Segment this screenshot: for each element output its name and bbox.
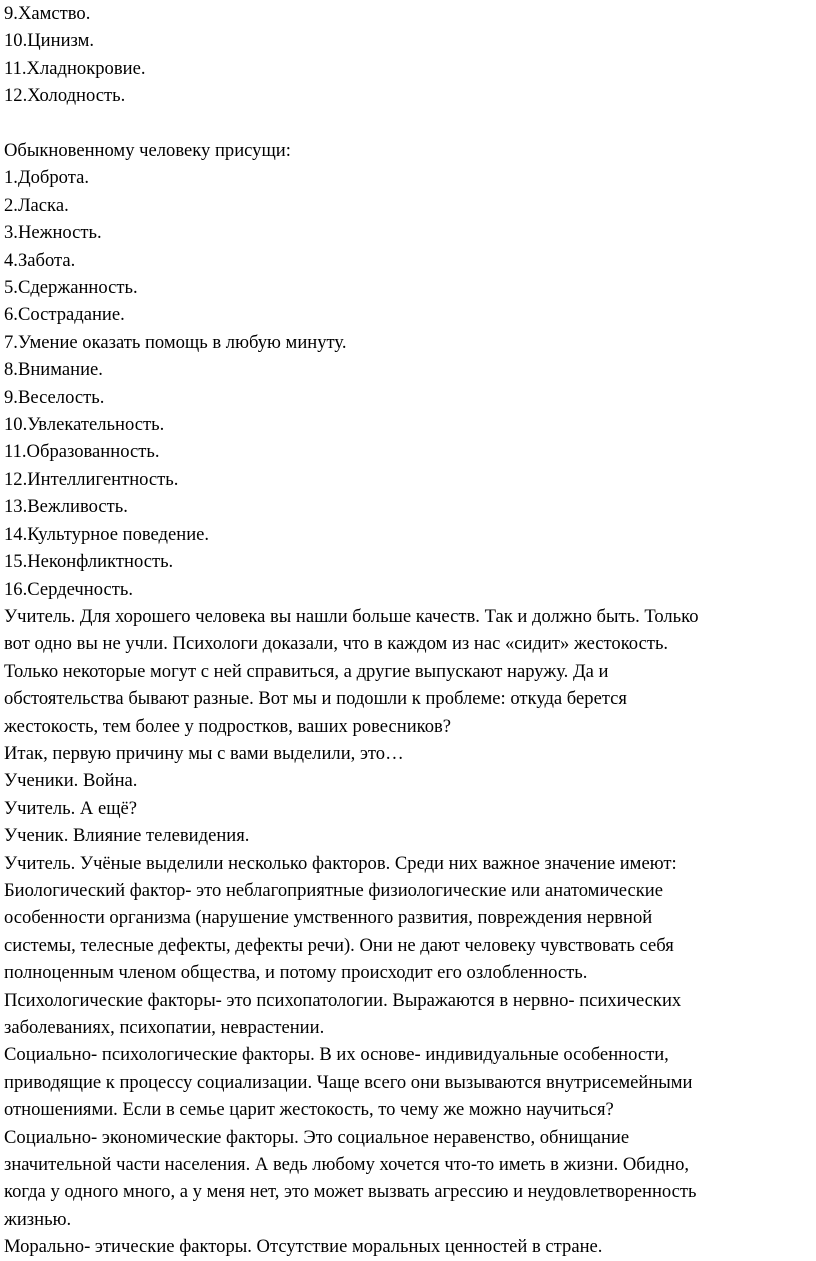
paragraph	[4, 795, 816, 822]
text-line: полноценным членом общества, и потому происходит его озлобленность.	[4, 962, 588, 984]
list-ordinary-person-qualities	[4, 164, 816, 603]
paragraph	[4, 1124, 816, 1234]
list-item: 7.Умение оказать помощь в любую минуту.	[4, 331, 347, 353]
text-line: жизнью.	[4, 1208, 72, 1230]
text-line: значительной части населения. А ведь любому хочется что-то иметь в жизни. Обидно,	[4, 1154, 690, 1176]
list-item: 6.Сострадание.	[4, 304, 125, 326]
text-line: Учитель. Учёные выделили несколько факторов. Среди них важное значение имеют:	[4, 852, 677, 874]
paragraph	[4, 877, 816, 987]
lesson-dialogue-text	[4, 603, 816, 1261]
paragraph	[4, 603, 816, 740]
list-item: 16.Сердечность.	[4, 578, 133, 600]
list-item: 11.Образованность.	[4, 441, 160, 463]
text-line: Ученик. Влияние телевидения.	[4, 825, 250, 847]
list-item: 3.Нежность.	[4, 222, 102, 244]
list-item: 2.Ласка.	[4, 194, 69, 216]
text-line: Учитель. А ещё?	[4, 797, 138, 819]
list-negative-qualities-continued	[4, 0, 816, 110]
paragraph	[4, 822, 816, 849]
list-item: 12.Холодность.	[4, 85, 126, 107]
text-line: особенности организма (нарушение умственного развития, повреждения нервной	[4, 907, 653, 929]
blank-line	[4, 110, 816, 137]
list-item: 15.Неконфликтность.	[4, 551, 174, 573]
text-line: системы, телесные дефекты, дефекты речи). Они не дают человеку чувствовать себя	[4, 934, 674, 956]
paragraph	[4, 1041, 816, 1123]
text-line: Итак, первую причину мы с вами выделили, это…	[4, 742, 404, 764]
list-item: 4.Забота.	[4, 249, 76, 271]
list-item: 14.Культурное поведение.	[4, 523, 210, 545]
text-line: Психологические факторы- это психопатологии. Выражаются в нервно- психических	[4, 989, 682, 1011]
text-line: когда у одного много, а у меня нет, это может вызвать агрессию и неудовлетворенность	[4, 1181, 697, 1203]
text-line: обстоятельства бывают разные. Вот мы и подошли к проблеме: откуда берется	[4, 688, 627, 710]
paragraph	[4, 740, 816, 767]
text-line: заболеваниях, психопатии, неврастении.	[4, 1017, 325, 1039]
list-item: 5.Сдержанность.	[4, 277, 138, 299]
list-item: 9.Веселость.	[4, 386, 105, 408]
text-line: жестокость, тем более у подростков, ваших ровесников?	[4, 715, 452, 737]
text-line: отношениями. Если в семье царит жестокость, то чему же можно научиться?	[4, 1099, 614, 1121]
text-line: Учитель. Для хорошего человека вы нашли больше качеств. Так и должно быть. Только	[4, 605, 699, 627]
list-item: 10.Увлекательность.	[4, 414, 165, 436]
text-line: Только некоторые могут с ней справиться, а другие выпускают наружу. Да и	[4, 660, 609, 682]
list-item: 1.Доброта.	[4, 167, 89, 189]
text-line: приводящие к процессу социализации. Чаще всего они вызываются внутрисемейными	[4, 1071, 693, 1093]
paragraph	[4, 1233, 816, 1260]
section-heading: Обыкновенному человеку присущи:	[4, 140, 291, 162]
text-line: Морально- этические факторы. Отсутствие моральных ценностей в стране.	[4, 1236, 603, 1258]
list-item: 8.Внимание.	[4, 359, 103, 381]
text-line: Социально- психологические факторы. В их основе- индивидуальные особенности,	[4, 1044, 669, 1066]
list-item: 13.Вежливость.	[4, 496, 128, 518]
paragraph	[4, 850, 816, 877]
list-item: 9.Хамство.	[4, 3, 91, 24]
paragraph	[4, 987, 816, 1042]
list-item: 11.Хладнокровие.	[4, 57, 146, 79]
text-line: Социально- экономические факторы. Это социальное неравенство, обнищание	[4, 1126, 630, 1148]
text-line: Ученики. Война.	[4, 770, 138, 792]
list-item: 12.Интеллигентность.	[4, 468, 179, 490]
paragraph	[4, 767, 816, 794]
text-line: Биологический фактор- это неблагоприятные физиологические или анатомические	[4, 879, 663, 901]
list-item: 10.Цинизм.	[4, 30, 95, 52]
text-line: вот одно вы не учли. Психологи доказали, что в каждом из нас «сидит» жестокость.	[4, 633, 669, 655]
